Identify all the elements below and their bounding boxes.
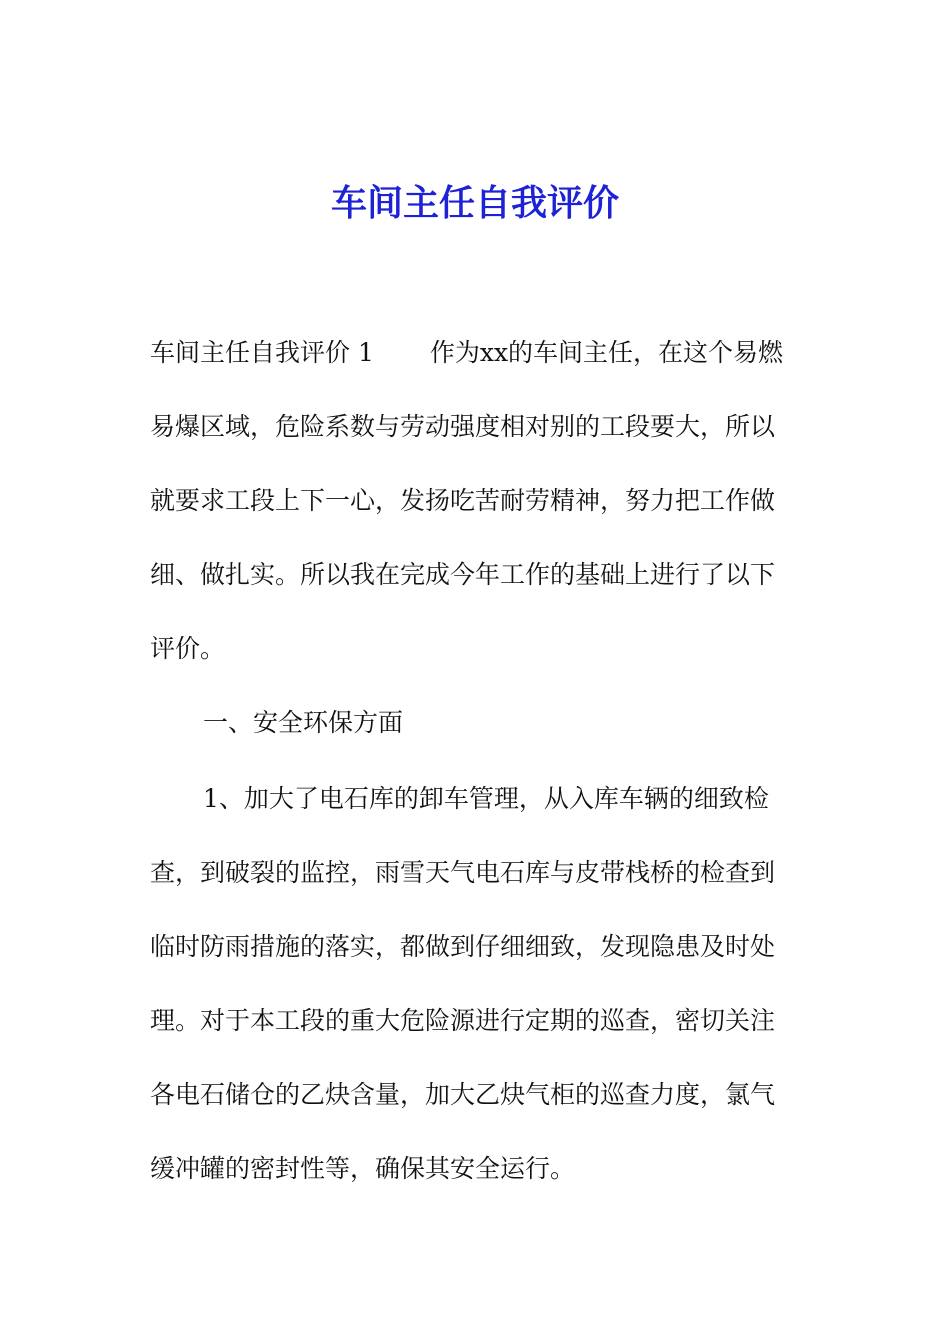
paragraph-line-1 bbox=[150, 333, 800, 373]
section-heading-safety: 一、安全环保方面 bbox=[203, 708, 404, 737]
section-heading: 车间主任自我评价 1 bbox=[150, 338, 374, 367]
paragraph-text: 作为xx的车间主任，在这个易燃 bbox=[429, 338, 784, 367]
paragraph-line-10: 各电石储仓的乙炔含量，加大乙炔气柜的巡查力度，氯气 bbox=[150, 1080, 776, 1109]
paragraph-line-6: 1、加大了电石库的卸车管理，从入库车辆的细致检 bbox=[203, 784, 769, 813]
paragraph-line-5: 评价。 bbox=[150, 634, 226, 663]
paragraph-line-11: 缓冲罐的密封性等，确保其安全运行。 bbox=[150, 1154, 576, 1183]
paragraph-line-3: 就要求工段上下一心，发扬吃苦耐劳精神，努力把工作做 bbox=[150, 486, 776, 515]
paragraph-line-4: 细、做扎实。所以我在完成今年工作的基础上进行了以下 bbox=[150, 560, 776, 589]
document-title: 车间主任自我评价 bbox=[330, 182, 619, 224]
paragraph-line-7: 查，到破裂的监控，雨雪天气电石库与皮带栈桥的检查到 bbox=[150, 858, 776, 887]
paragraph-line-8: 临时防雨措施的落实，都做到仔细细致，发现隐患及时处 bbox=[150, 932, 776, 961]
paragraph-line-2: 易爆区域，危险系数与劳动强度相对别的工段要大，所以 bbox=[150, 412, 776, 441]
paragraph-line-9: 理。对于本工段的重大危险源进行定期的巡查，密切关注 bbox=[150, 1006, 776, 1035]
